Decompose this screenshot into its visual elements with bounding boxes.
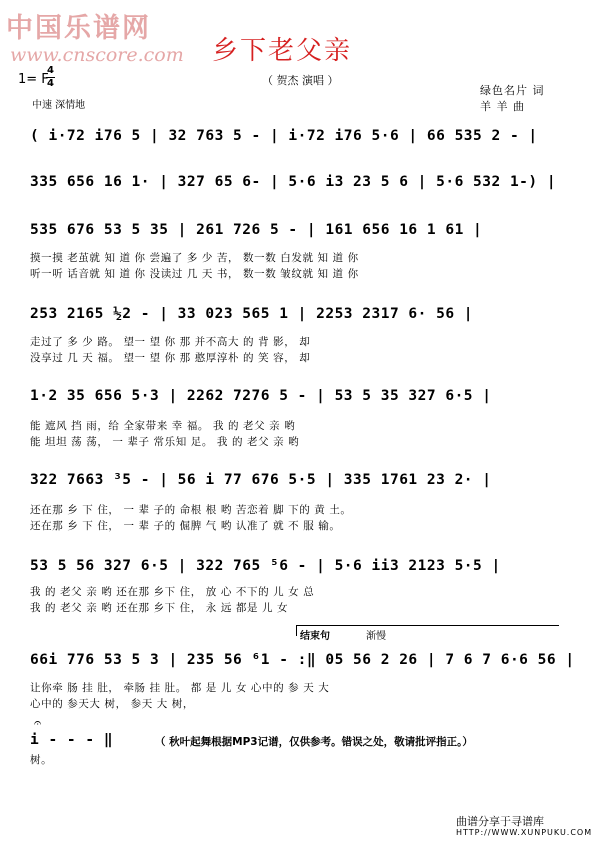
- tempo-marking: 中速 深情地: [32, 100, 86, 111]
- share-site-url: HTTP://WWW.XUNPUKU.COM: [456, 828, 593, 837]
- time-signature-bottom: 4: [47, 78, 54, 89]
- staff-line-4: 253 2165 ½2 - | 33 023 565 1 | 2253 2317 6· 56 |: [30, 306, 474, 322]
- transcription-note: （ 秋叶起舞根据MP3记谱，仅供参考。错误之处，敬请批评指正。）: [155, 736, 473, 748]
- lyric-line-5-verse-2: 能 坦坦 荡 荡， 一 辈子 常乐知 足。 我 的 老父 亲 哟: [30, 436, 300, 448]
- time-signature: [46, 66, 55, 89]
- singer-credit: （ 贺杰 演唱 ）: [262, 74, 339, 87]
- lyric-line-7-verse-2: 我 的 老父 亲 哟 还在那 乡下 住， 永 远 都是 儿 女: [30, 602, 289, 614]
- lyric-line-4-verse-1: 走过了 多 少 路。 望一 望 你 那 并不高大 的 背 影， 却: [30, 336, 311, 348]
- lyric-line-6-verse-2: 还在那 乡 下 住， 一 辈 子的 倔脾 气 哟 认准了 就 不 服 输。: [30, 520, 341, 532]
- staff-line-5: 1·2 35 656 5·3 | 2262 7276 5 - | 53 5 35 327 6·5 |: [30, 388, 492, 404]
- lyric-line-5-verse-1: 能 遮风 挡 雨，给 全家带来 幸 福。 我 的 老父 亲 哟: [30, 420, 296, 432]
- watermark-url: www.cnscore.com: [10, 44, 184, 66]
- coda-bracket: [296, 625, 559, 636]
- staff-line-6: 322 7663 ³5 - | 56 i 77 676 5·5 | 335 1761 23 2· |: [30, 472, 492, 488]
- lyric-line-3-verse-1: 摸一摸 老茧就 知 道 你 尝遍了 多 少 苦， 数一数 白发就 知 道 你: [30, 252, 359, 264]
- coda-label: 结束句: [300, 631, 330, 642]
- staff-line-8: 66i 776 53 5 3 | 235 56 ⁶1 - :‖ 05 56 2 26 | 7 6 7 6·6 56 |: [30, 652, 575, 668]
- lyric-line-4-verse-2: 没享过 几 天 福。 望一 望 你 那 憨厚淳朴 的 笑 容， 却: [30, 352, 311, 364]
- lyric-line-8-verse-2: 心中的 参天大 树， 参天 大 树，: [30, 698, 194, 710]
- staff-line-3: 535 676 53 5 35 | 261 726 5 - | 161 656 16 1 61 |: [30, 222, 483, 238]
- coda-tempo: 渐慢: [366, 631, 386, 642]
- composer-credit: 羊 羊 曲: [480, 100, 525, 113]
- lyric-line-8-verse-1: 让你牵 肠 挂 肚， 牵肠 挂 肚。 都 是 儿 女 心中的 参 天 大: [30, 682, 330, 694]
- staff-line-7: 53 5 56 327 6·5 | 322 765 ⁵6 - | 5·6 ii3 2123 5·5 |: [30, 558, 501, 574]
- time-signature-top: 4: [47, 65, 54, 76]
- staff-line-1: ( i·72 i76 5 | 32 763 5 - | i·72 i76 5·6 | 66 535 2 - |: [30, 128, 538, 144]
- lyric-line-7-verse-1: 我 的 老父 亲 哟 还在那 乡下 住， 放 心 不下的 儿 女 总: [30, 586, 315, 598]
- share-caption: 曲谱分享于寻谱库: [456, 815, 544, 828]
- lyricist-credit: 绿色名片 词: [480, 84, 545, 97]
- fermata-icon: 𝄐: [34, 716, 42, 731]
- staff-line-2: 335 656 16 1· | 327 65 6- | 5·6 i3 23 5 6 | 5·6 532 1-) |: [30, 174, 557, 190]
- staff-line-9: i - - - ‖: [30, 732, 114, 748]
- song-title: 乡下老父亲: [212, 36, 353, 66]
- watermark-logo: 中国乐谱网: [6, 13, 151, 44]
- lyric-line-3-verse-2: 听一听 话音就 知 道 你 没读过 几 天 书， 数一数 皱纹就 知 道 你: [30, 268, 359, 280]
- key-signature: 1= F: [18, 72, 49, 87]
- lyric-line-9: 树。: [30, 754, 53, 766]
- lyric-line-6-verse-1: 还在那 乡 下 住， 一 辈 子的 命根 根 哟 苦恋着 脚 下的 黄 土。: [30, 504, 352, 516]
